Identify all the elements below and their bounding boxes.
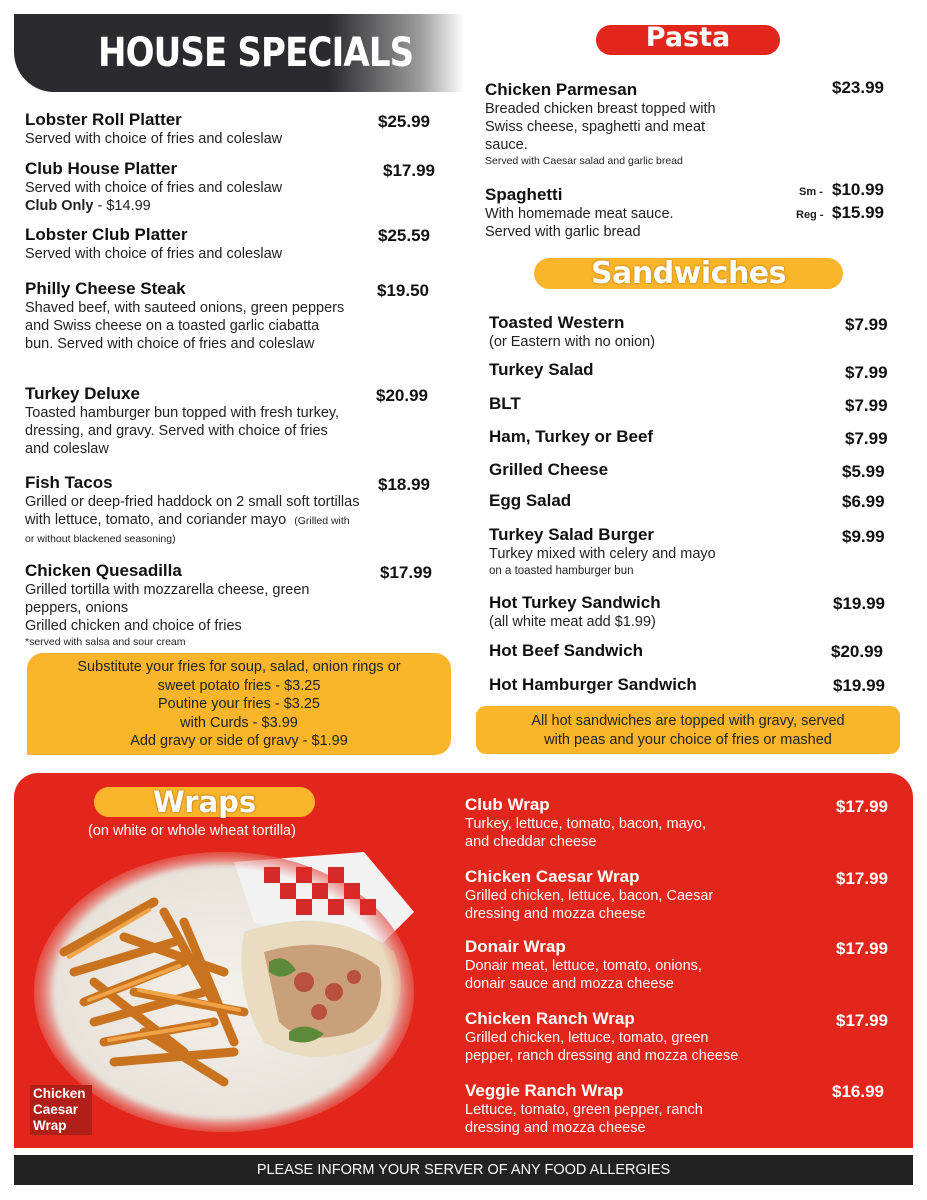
item-desc: (all white meat add $1.99) <box>489 614 656 630</box>
note-line: with peas and your choice of fries or mashed <box>544 731 832 748</box>
item-price: $7.99 <box>845 315 888 334</box>
item-price: $7.99 <box>845 363 888 382</box>
item-price: $18.99 <box>378 475 430 494</box>
item-desc: and cheddar cheese <box>465 834 597 850</box>
item-name: Ham, Turkey or Beef <box>489 427 654 446</box>
item-name: Lobster Roll Platter <box>25 110 182 129</box>
wraps-title: Wraps <box>152 785 257 819</box>
item-desc: Grilled tortilla with mozzarella cheese, green peppers, onions <box>25 582 310 616</box>
menu-item-fish-tacos <box>25 473 360 547</box>
item-desc: Lettuce, tomato, green pepper, ranch <box>465 1102 703 1118</box>
item-price: $23.99 <box>832 78 884 97</box>
menu-item-turkey-salad-burger <box>489 525 789 579</box>
item-name: Spaghetti <box>485 185 563 204</box>
item-name: Egg Salad <box>489 491 572 510</box>
item-desc: Donair meat, lettuce, tomato, onions, <box>465 958 702 974</box>
substitutes-line: Substitute your fries for soup, salad, onion rings or <box>77 659 401 675</box>
size-small-label: Sm - <box>799 186 823 198</box>
item-name: Chicken Parmesan <box>485 80 638 99</box>
item-desc: (or Eastern with no onion) <box>489 334 656 350</box>
menu-item-chicken-parmesan <box>485 80 725 168</box>
menu-item-veggie-ranch-wrap <box>465 1081 703 1137</box>
item-name: Philly Cheese Steak <box>25 279 186 298</box>
photo-label-line: Wrap <box>33 1118 67 1133</box>
menu-item-lobster-roll-platter <box>25 110 365 148</box>
item-desc: Breaded chicken breast topped with Swiss cheese, spaghetti and meat sauce. <box>485 101 716 153</box>
item-desc: Grilled chicken, lettuce, bacon, Caesar <box>465 888 714 904</box>
item-price: $17.99 <box>836 939 888 958</box>
menu-item-club-house-platter <box>25 159 365 215</box>
item-name: Hot Hamburger Sandwich <box>489 675 697 694</box>
menu-item-philly-cheese-steak <box>25 279 345 353</box>
menu-item-toasted-western <box>489 313 749 351</box>
wrap-photo <box>34 842 424 1132</box>
item-name: Lobster Club Platter <box>25 225 188 244</box>
item-desc: Served with choice of fries and coleslaw <box>25 180 283 196</box>
item-name: Turkey Salad Burger <box>489 525 655 544</box>
item-price: $7.99 <box>845 429 888 448</box>
item-name: Chicken Caesar Wrap <box>465 867 640 886</box>
item-desc: donair sauce and mozza cheese <box>465 976 674 992</box>
item-desc: dressing and mozza cheese <box>465 1120 646 1136</box>
item-desc <box>25 493 360 547</box>
item-name: Hot Turkey Sandwich <box>489 593 661 612</box>
item-name: Grilled Cheese <box>489 460 609 479</box>
menu-item-chicken-quesadilla <box>25 561 325 649</box>
item-price: $20.99 <box>376 386 428 405</box>
item-price: $25.59 <box>378 226 430 245</box>
item-desc: Grilled chicken, lettuce, tomato, green <box>465 1030 709 1046</box>
item-price: $16.99 <box>832 1082 884 1101</box>
substitutes-line: Poutine your fries - $3.25 <box>157 696 320 712</box>
item-name: Donair Wrap <box>465 937 566 956</box>
item-price: $17.99 <box>836 869 888 888</box>
item-price: $19.99 <box>833 594 885 613</box>
substitutes-line: with Curds - $3.99 <box>180 714 298 731</box>
item-name: Veggie Ranch Wrap <box>465 1081 624 1100</box>
item-desc-2: Grilled chicken and choice of fries <box>25 618 242 634</box>
house-specials-title: HOUSE SPECIALS <box>98 30 414 76</box>
item-extra <box>25 197 365 215</box>
item-note: (Grilled with or without blackened seasoning) <box>25 515 350 545</box>
item-price: $19.99 <box>833 676 885 695</box>
item-name: Turkey Deluxe <box>25 384 140 403</box>
item-price: $17.99 <box>836 1011 888 1030</box>
item-desc: Served with choice of fries and coleslaw <box>25 131 283 147</box>
item-note: on a toasted hamburger bun <box>489 565 634 577</box>
item-desc: Shaved beef, with sauteed onions, green peppers and Swiss cheese on a toasted garlic ciabatta bun. Served with choice of fries and coleslaw <box>25 300 345 352</box>
item-price: $7.99 <box>845 396 888 415</box>
hot-sandwich-note <box>476 706 900 754</box>
menu-item-hot-turkey-sandwich <box>489 593 749 631</box>
item-price-regular: $15.99 <box>832 203 884 222</box>
substitutes-line: Add gravy or side of gravy - $1.99 <box>130 733 348 749</box>
sandwiches-title: Sandwiches <box>590 256 787 291</box>
item-price: $5.99 <box>842 462 885 481</box>
menu-item-lobster-club-platter <box>25 225 365 263</box>
menu-item-hot-beef-sandwich <box>489 641 643 661</box>
item-desc: Served with choice of fries and coleslaw <box>25 246 283 262</box>
item-name: Chicken Quesadilla <box>25 561 182 580</box>
menu-item-blt <box>489 394 521 414</box>
item-price: $6.99 <box>842 492 885 511</box>
item-desc-text: Grilled or deep-fried haddock on 2 small soft tortillas with lettuce, tomato, and coriander mayo <box>25 494 360 528</box>
photo-label-line: Caesar <box>33 1102 79 1117</box>
substitutes-box <box>27 653 451 755</box>
item-note: *served with salsa and sour cream <box>25 636 186 648</box>
club-only-price: - $14.99 <box>93 198 151 214</box>
item-price: $25.99 <box>378 112 430 131</box>
item-desc: With homemade meat sauce. Served with garlic bread <box>485 206 674 240</box>
wraps-subtitle: (on white or whole wheat tortilla) <box>88 823 296 839</box>
pasta-title: Pasta <box>645 22 731 53</box>
item-note: Served with Caesar salad and garlic bread <box>485 155 683 167</box>
menu-item-hot-hamburger-sandwich <box>489 675 697 695</box>
item-price: $17.99 <box>383 161 435 180</box>
item-desc: Toasted hamburger bun topped with fresh turkey, dressing, and gravy. Served with choice of fries and coleslaw <box>25 405 340 457</box>
item-name: Turkey Salad <box>489 360 594 379</box>
item-price: $19.50 <box>377 281 429 300</box>
menu-item-grilled-cheese <box>489 460 608 480</box>
item-name: Fish Tacos <box>25 473 113 492</box>
item-desc: Turkey mixed with celery and mayo <box>489 546 716 562</box>
menu-item-club-wrap <box>465 795 706 851</box>
item-price: $17.99 <box>836 797 888 816</box>
item-desc: dressing and mozza cheese <box>465 906 646 922</box>
item-price: $9.99 <box>842 527 885 546</box>
item-name: Hot Beef Sandwich <box>489 641 643 660</box>
sandwiches-header <box>534 258 843 289</box>
item-desc: pepper, ranch dressing and mozza cheese <box>465 1048 739 1064</box>
item-name: Toasted Western <box>489 313 625 332</box>
item-desc: Turkey, lettuce, tomato, bacon, mayo, <box>465 816 706 832</box>
menu-item-turkey-salad <box>489 360 594 380</box>
item-price-small: $10.99 <box>832 180 884 199</box>
item-price: $20.99 <box>831 642 883 661</box>
photo-label-line: Chicken <box>33 1086 86 1101</box>
menu-item-chicken-caesar-wrap <box>465 867 713 923</box>
menu-item-spaghetti <box>485 185 715 241</box>
menu-item-egg-salad <box>489 491 571 511</box>
item-price: $17.99 <box>380 563 432 582</box>
photo-label <box>33 1086 86 1134</box>
club-only-label: Club Only <box>25 198 94 214</box>
allergy-footer: PLEASE INFORM YOUR SERVER OF ANY FOOD ALLERGIES <box>14 1155 913 1185</box>
menu-item-chicken-ranch-wrap <box>465 1009 738 1065</box>
item-name: Club Wrap <box>465 795 550 814</box>
wraps-header <box>94 787 315 817</box>
substitutes-line: sweet potato fries - $3.25 <box>157 677 321 694</box>
pasta-header <box>596 22 780 55</box>
item-name: Chicken Ranch Wrap <box>465 1009 635 1028</box>
size-regular-label: Reg - <box>796 209 824 221</box>
item-name: BLT <box>489 394 521 413</box>
menu-item-donair-wrap <box>465 937 702 993</box>
menu-item-turkey-deluxe <box>25 384 345 458</box>
note-line: All hot sandwiches are topped with gravy, served <box>531 713 845 729</box>
menu-item-ham-turkey-beef <box>489 427 653 447</box>
item-name: Club House Platter <box>25 159 178 178</box>
